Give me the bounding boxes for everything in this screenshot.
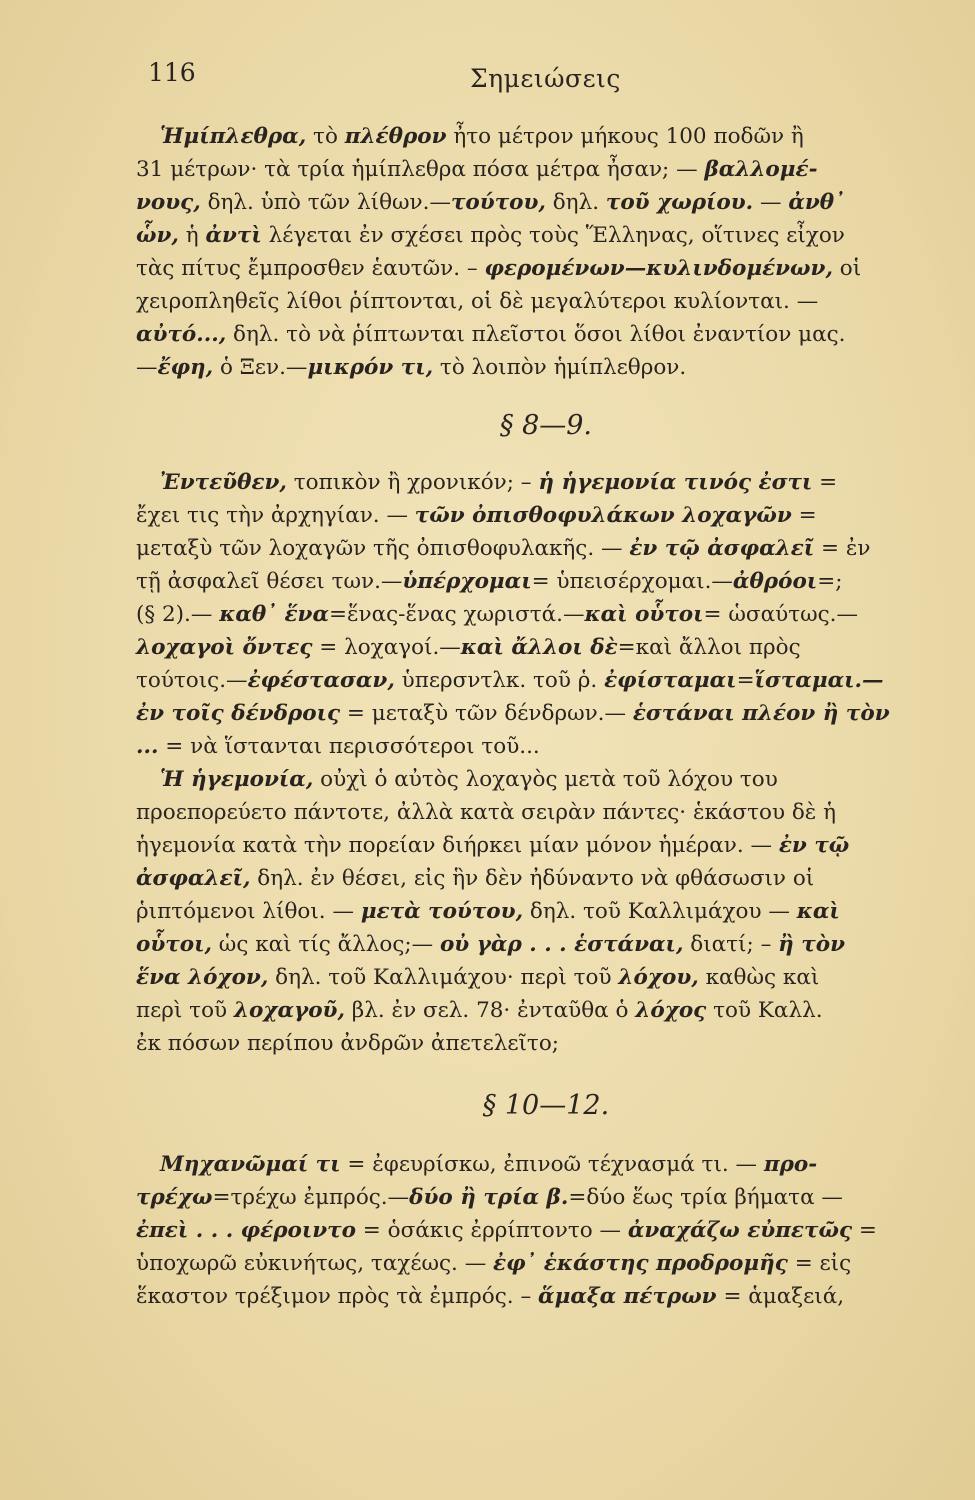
lemma-term: ὑπέρχομαι (402, 569, 532, 594)
lemma-term: αὐτό..., (136, 322, 227, 347)
gloss-text: = ἐφευρίσκω, ἐπινοῶ τέχνασμά τι. — (340, 1152, 764, 1177)
gloss-text: = νὰ ἵστανται περισσότεροι τοῦ... (158, 734, 540, 759)
gloss-text: τὸ λοιπὸν ἡμίπλεθρον. (433, 355, 687, 380)
text-line (136, 928, 926, 961)
lemma-term: δύο ἢ τρία β. (409, 1185, 569, 1210)
gloss-text: — (753, 190, 789, 215)
lemma-term: ἐφέστασαν, (247, 668, 395, 693)
text-line (136, 961, 926, 994)
lemma-term: ἅμαξα πέτρων (538, 1284, 717, 1309)
paragraph-enteuthen (136, 466, 926, 763)
text-line (136, 1181, 926, 1214)
gloss-text: διατί; – (683, 932, 779, 957)
page-header (0, 50, 975, 100)
section-heading-8-9: § 8—9. (499, 410, 593, 441)
lemma-term: ἀναχάζω εὐπετῶς (627, 1218, 853, 1243)
lemma-term: βαλλομέ- (704, 157, 818, 182)
lemma-term: λόχος (635, 998, 707, 1023)
gloss-text: = ἐν (814, 536, 871, 561)
gloss-text: περὶ τοῦ (136, 998, 234, 1023)
gloss-text: = λοχαγοί.— (312, 635, 461, 660)
gloss-text: τὸ (306, 124, 345, 149)
lemma-term: ἢ τὸν (778, 932, 845, 957)
gloss-text: — (136, 355, 158, 380)
text-line (136, 631, 926, 664)
gloss-text: χειροπληθεῖς λίθοι ῥίπτονται, οἱ δὲ μεγαλύτεροι κυλίονται. — (136, 289, 819, 314)
gloss-text: ὑπερσντλκ. τοῦ ῥ. (394, 668, 605, 693)
text-line (136, 1148, 926, 1181)
gloss-text: ἕκαστον τρέξιμον πρὸς τὰ ἐμπρός. – (136, 1284, 539, 1309)
lemma-term: τῶν ὀπισθοφυλάκων λοχαγῶν (414, 503, 792, 528)
text-line (136, 532, 926, 565)
gloss-text: 31 μέτρων· τὰ τρία ἡμίπλεθρα πόσα μέτρα ἦσαν; — (136, 157, 705, 182)
paragraph-hemiplethra (136, 120, 926, 384)
text-line (136, 1280, 926, 1313)
gloss-text: ἡ (178, 223, 206, 248)
lemma-term: καὶ οὗτοι (584, 602, 704, 627)
gloss-text: ῥιπτόμενοι λίθοι. — (136, 899, 361, 924)
gloss-text: = (812, 470, 838, 495)
lemma-term: ἐν τῷ ἀσφαλεῖ (629, 536, 815, 561)
lemma-term: οὐ γὰρ . . . ἑστάναι, (439, 932, 684, 957)
lemma-term: καθ᾽ ἕνα (219, 602, 329, 627)
gloss-text: = (852, 1218, 877, 1243)
text-line (136, 895, 926, 928)
text-line (136, 153, 926, 186)
gloss-text: δηλ. τοῦ Καλλιμάχου· περὶ τοῦ (268, 965, 619, 990)
gloss-text: δηλ. ὑπὸ τῶν λίθων.— (200, 190, 451, 215)
running-title: Σημειώσεις (470, 64, 621, 93)
lemma-term: ἐφίσταμαι (604, 668, 737, 693)
gloss-text: =τρέχω ἐμπρός.— (212, 1185, 410, 1210)
gloss-text: =ἕνας-ἕνας χωριστά.— (329, 602, 585, 627)
lemma-term: φερομένων—κυλινδομένων, (484, 256, 833, 281)
gloss-text: δηλ. ἐν θέσει, εἰς ἣν δὲν ἠδύναντο νὰ φθάσωσιν οἱ (250, 866, 815, 891)
text-line (136, 186, 926, 219)
gloss-text: τοπικὸν ἢ χρονικόν; – (286, 470, 539, 495)
text-line (136, 499, 926, 532)
lemma-term: ... (136, 734, 159, 759)
gloss-text: προεπορεύετο πάντοτε, ἀλλὰ κατὰ σειρὰν πάντες· ἑκάστου δὲ ἡ (136, 800, 837, 825)
gloss-text: = (791, 503, 817, 528)
lemma-term: ἀντὶ (205, 223, 262, 248)
section-heading-10-12: § 10—12. (482, 1090, 610, 1121)
gloss-text: καθὼς καὶ (698, 965, 820, 990)
text-line (136, 285, 926, 318)
lemma-term: καὶ (796, 899, 840, 924)
text-line (136, 565, 926, 598)
text-line (136, 466, 926, 499)
lemma-term: ὧν, (136, 223, 179, 248)
text-line (136, 598, 926, 631)
lemma-term: Μηχανῶμαί τι (160, 1152, 341, 1177)
lemma-term: καὶ ἄλλοι δὲ (460, 635, 618, 660)
gloss-text: βλ. ἐν σελ. 78· ἐνταῦθα ὁ (344, 998, 636, 1023)
lemma-term: ἡ ἡγεμονία τινός ἐστι (538, 470, 813, 495)
text-line (136, 697, 926, 730)
gloss-text: δηλ. (545, 190, 606, 215)
notes-body (136, 120, 926, 1313)
gloss-text: τούτοις.— (136, 668, 248, 693)
text-line (136, 1247, 926, 1280)
text-line (136, 219, 926, 252)
lemma-term: ἕνα λόχον, (136, 965, 269, 990)
gloss-text: δηλ. τὸ νὰ ῥίπτωνται πλεῖστοι ὅσοι λίθοι ἐναντίον μας. (226, 322, 846, 347)
text-line (136, 994, 926, 1027)
lemma-term: ἐφ᾽ ἑκάστης προδρομῆς (493, 1251, 788, 1276)
lemma-term: ἀθρόοι (732, 569, 818, 594)
lemma-term: ἀνθ᾽ (788, 190, 845, 215)
gloss-text: μεταξὺ τῶν λοχαγῶν τῆς ὀπισθοφυλακῆς. — (136, 536, 630, 561)
gloss-text: = ὡσαύτως.— (703, 602, 858, 627)
gloss-text: = μεταξὺ τῶν δένδρων.— (340, 701, 633, 726)
lemma-term: λοχαγοῦ, (233, 998, 345, 1023)
gloss-text: δηλ. τοῦ Καλλιμάχου — (523, 899, 797, 924)
lemma-term: μικρόν τι, (307, 355, 434, 380)
gloss-text: =δύο ἕως τρία βήματα — (568, 1185, 843, 1210)
lemma-term: Ἡ ἡγεμονία, (160, 767, 314, 792)
gloss-text: ὡς καὶ τίς ἄλλος;— (211, 932, 440, 957)
lemma-term: τοῦ χωρίου. (605, 190, 754, 215)
gloss-text: = ὁσάκις ἐρρίπτοντο — (355, 1218, 628, 1243)
lemma-term: ἐν τῷ (778, 833, 850, 858)
gloss-text: =καὶ ἄλλοι πρὸς (617, 635, 801, 660)
lemma-term: τούτου, (450, 190, 546, 215)
text-line (136, 318, 926, 351)
gloss-text: ἡγεμονία κατὰ τὴν πορείαν διήρκει μίαν μόνον ἡμέραν. — (136, 833, 779, 858)
text-line (136, 829, 926, 862)
lemma-term: Ἡμίπλεθρα, (160, 124, 307, 149)
text-line (136, 120, 926, 153)
gloss-text: οἱ (832, 256, 862, 281)
lemma-term: πλέθρον (344, 124, 447, 149)
lemma-term: ἵσταμαι.— (754, 668, 884, 693)
lemma-term: Ἐντεῦθεν, (160, 470, 287, 495)
lemma-term: οὗτοι, (136, 932, 212, 957)
gloss-text: = ὑπεισέρχομαι.— (531, 569, 733, 594)
gloss-text: τοῦ Καλλ. (706, 998, 823, 1023)
lemma-term: ἀσφαλεῖ, (136, 866, 251, 891)
lemma-term: λοχαγοὶ ὄντες (136, 635, 313, 660)
text-line (136, 730, 926, 763)
page-number: 116 (148, 58, 196, 87)
gloss-text: = (736, 668, 755, 693)
gloss-text: ὑποχωρῶ εὐκινήτως, ταχέως. — (136, 1251, 494, 1276)
gloss-text: ἔχει τις τὴν ἀρχηγίαν. — (136, 503, 415, 528)
text-line (136, 796, 926, 829)
gloss-text: τὰς πίτυς ἔμπροσθεν ἑαυτῶν. – (136, 256, 485, 281)
gloss-text: ὁ Ξεν.— (213, 355, 308, 380)
lemma-term: νους, (136, 190, 201, 215)
gloss-text: οὐχὶ ὁ αὐτὸς λοχαγὸς μετὰ τοῦ λόχου του (313, 767, 778, 792)
text-line (136, 862, 926, 895)
lemma-term: ἔφη, (157, 355, 214, 380)
gloss-text: = ἁμαξειά, (716, 1284, 845, 1309)
lemma-term: προ- (763, 1152, 818, 1177)
text-line (136, 664, 926, 697)
lemma-term: ἐν τοῖς δένδροις (136, 701, 341, 726)
paragraph-mechanomai (136, 1148, 926, 1313)
gloss-text: ἐκ πόσων περίπου ἀνδρῶν ἀπετελεῖτο; (136, 1031, 560, 1056)
gloss-text: ἦτο μέτρον μήκους 100 ποδῶν ἢ (446, 124, 804, 149)
paragraph-hegemonia (136, 763, 926, 1060)
lemma-term: ἐπεὶ . . . φέροιντο (136, 1218, 356, 1243)
gloss-text: (§ 2).— (136, 602, 220, 627)
gloss-text: λέγεται ἐν σχέσει πρὸς τοὺς Ἕλληνας, οἵτινες εἶχον (261, 223, 845, 248)
gloss-text: =; (817, 569, 843, 594)
text-line (136, 763, 926, 796)
text-line (136, 1214, 926, 1247)
text-line (136, 1027, 926, 1060)
text-line (136, 252, 926, 285)
lemma-term: τρέχω (136, 1185, 213, 1210)
text-line (136, 351, 926, 384)
lemma-term: λόχου, (618, 965, 699, 990)
lemma-term: μετὰ τούτου, (360, 899, 524, 924)
lemma-term: ἑστάναι πλέον ἢ τὸν (632, 701, 890, 726)
gloss-text: = εἰς (787, 1251, 852, 1276)
gloss-text: τῇ ἀσφαλεῖ θέσει των.— (136, 569, 403, 594)
